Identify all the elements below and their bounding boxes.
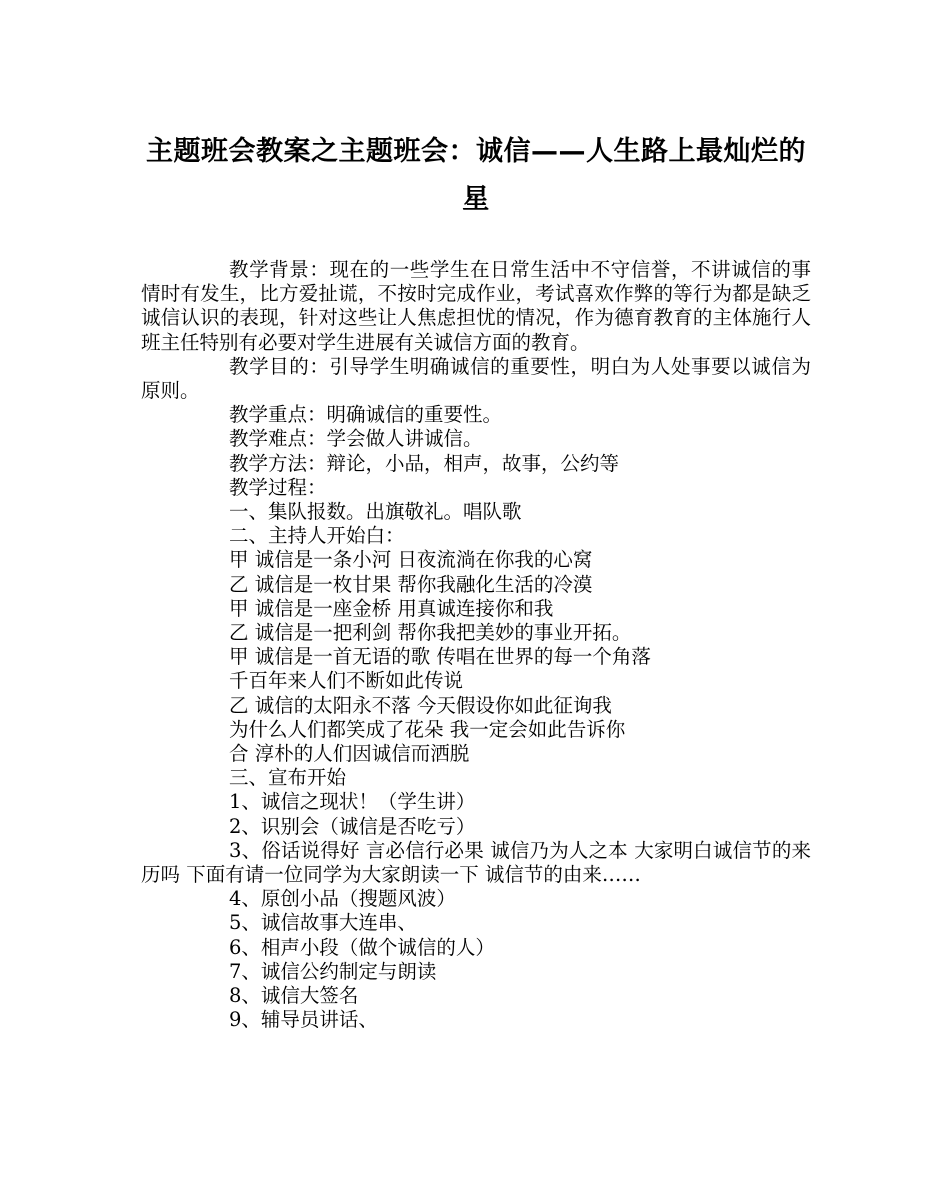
line-step-1: 一、集队报数。出旗敬礼。唱队歌 — [229, 500, 522, 524]
document-body — [141, 258, 811, 1033]
line-difficulty: 教学难点：学会做人讲诚信。 — [229, 427, 483, 451]
dialogue-line: 乙 诚信是一把利剑 帮你我把美妙的事业开拓。 — [229, 621, 632, 645]
dialogue-line: 乙 诚信是一枚甘果 帮你我融化生活的冷漠 — [229, 572, 593, 596]
line-methods: 教学方法：辩论，小品，相声，故事，公约等 — [229, 451, 620, 475]
list-item-4: 4、原创小品（搜题风波） — [229, 887, 456, 911]
dialogue-line: 甲 诚信是一首无语的歌 传唱在世界的每一个角落 — [229, 645, 651, 669]
dialogue-line: 千百年来人们不断如此传说 — [229, 669, 464, 693]
dialogue-line: 合 淳朴的人们因诚信而洒脱 — [229, 742, 470, 766]
dialogue-line: 甲 诚信是一座金桥 用真诚连接你和我 — [229, 596, 554, 620]
list-item-3: 3、俗话说得好 言必信行必果 诚信乃为人之本 大家明白诚信节的来历吗 下面有请一位同学为大家朗读一下 诚信节的由来…… — [141, 838, 811, 887]
line-process: 教学过程： — [229, 475, 327, 499]
dialogue-line: 为什么人们都笑成了花朵 我一定会如此告诉你 — [229, 717, 626, 741]
dialogue-line: 甲 诚信是一条小河 日夜流淌在你我的心窝 — [229, 548, 593, 572]
document-title: 主题班会教案之主题班会：诚信——人生路上最灿烂的星 — [146, 136, 806, 215]
list-item-7: 7、诚信公约制定与朗读 — [229, 959, 437, 983]
list-item-2: 2、识别会（诚信是否吃亏） — [229, 814, 476, 838]
list-item-6: 6、相声小段（做个诚信的人） — [229, 935, 495, 959]
line-step-3: 三、宣布开始 — [229, 766, 347, 790]
list-item-8: 8、诚信大签名 — [229, 984, 359, 1008]
list-item-9: 9、辅导员讲话、 — [229, 1008, 378, 1032]
line-key-point: 教学重点：明确诚信的重要性。 — [229, 403, 503, 427]
paragraph-background: 教学背景：现在的一些学生在日常生活中不守信誉，不讲诚信的事情时有发生，比方爱扯谎，不按时完成作业，考试喜欢作弊的等行为都是缺乏诚信认识的表现，针对这些让人焦虑担忧的情况，作为德育教育的主体施行人班主任特别有必要对学生进展有关诚信方面的教育。 — [141, 258, 811, 354]
dialogue-line: 乙 诚信的太阳永不落 今天假设你如此征询我 — [229, 693, 612, 717]
list-item-5: 5、诚信故事大连串、 — [229, 911, 417, 935]
list-item-1: 1、诚信之现状！（学生讲） — [229, 790, 476, 814]
line-step-2: 二、主持人开始白： — [229, 524, 405, 548]
paragraph-objective: 教学目的：引导学生明确诚信的重要性，明白为人处事要以诚信为原则。 — [141, 354, 811, 403]
